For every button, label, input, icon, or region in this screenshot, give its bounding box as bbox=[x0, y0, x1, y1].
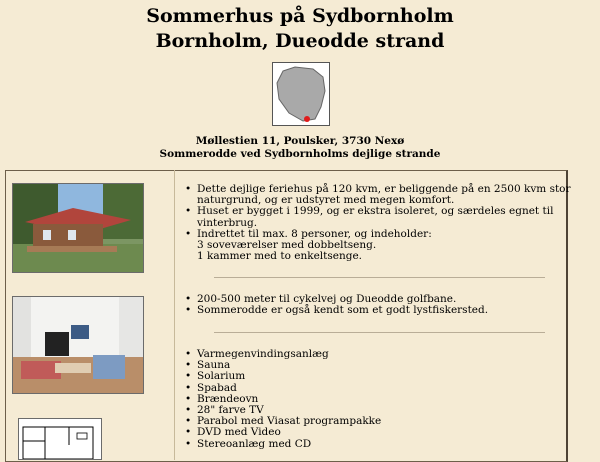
page-title-line2: Bornholm, Dueodde strand bbox=[155, 30, 445, 52]
description-item-built: • Huset er bygget i 1999, og er ekstra isoleret, og særdeles egnet til vinterbrug. bbox=[185, 206, 571, 228]
floor-plan-image bbox=[18, 418, 102, 460]
description-list bbox=[185, 184, 571, 262]
description-item-capacity: • Indrettet til max. 8 personer, og indeholder: 3 soveværelser med dobbeltseng. 1 kammer med to enkeltsenge. bbox=[185, 229, 571, 263]
amenity-item: • Stereoanlæg med CD bbox=[185, 439, 381, 450]
amenity-item: • Solarium bbox=[185, 371, 381, 382]
location-item: • Sommerodde er også kendt som et godt lystfiskersted. bbox=[185, 305, 488, 316]
location-list bbox=[185, 294, 488, 316]
description-item-intro: • Dette dejlige feriehus på 120 kvm, er beliggende på en 2500 kvm stor naturgrund, og er udstyret med megen komfort. bbox=[185, 184, 571, 206]
amenity-item: • Varmegenvindingsanlæg bbox=[185, 349, 381, 360]
living-room-photo bbox=[12, 296, 144, 394]
amenity-item: • Sauna bbox=[185, 360, 381, 371]
island-map-icon bbox=[273, 63, 329, 125]
amenity-item: • 28" farve TV bbox=[185, 405, 381, 416]
amenities-list bbox=[185, 349, 381, 450]
page-title bbox=[0, 4, 600, 54]
column-divider bbox=[174, 170, 175, 460]
amenity-item: • Brændeovn bbox=[185, 394, 381, 405]
address-tagline: Sommerodde ved Sydbornholms dejlige strande bbox=[159, 148, 441, 160]
amenity-item: • Parabol med Viasat programpakke bbox=[185, 416, 381, 427]
location-item: • 200-500 meter til cykelvej og Dueodde golfbane. bbox=[185, 294, 488, 305]
address-block bbox=[0, 135, 600, 161]
page-title-line1: Sommerhus på Sydbornholm bbox=[146, 5, 454, 27]
house-exterior-photo bbox=[12, 183, 144, 273]
bornholm-map bbox=[272, 62, 330, 126]
horizontal-rule-1 bbox=[214, 277, 545, 278]
address-street: Møllestien 11, Poulsker, 3730 Nexø bbox=[195, 135, 405, 147]
amenity-item: • Spabad bbox=[185, 383, 381, 394]
horizontal-rule-2 bbox=[214, 332, 545, 333]
amenity-item: • DVD med Video bbox=[185, 427, 381, 438]
